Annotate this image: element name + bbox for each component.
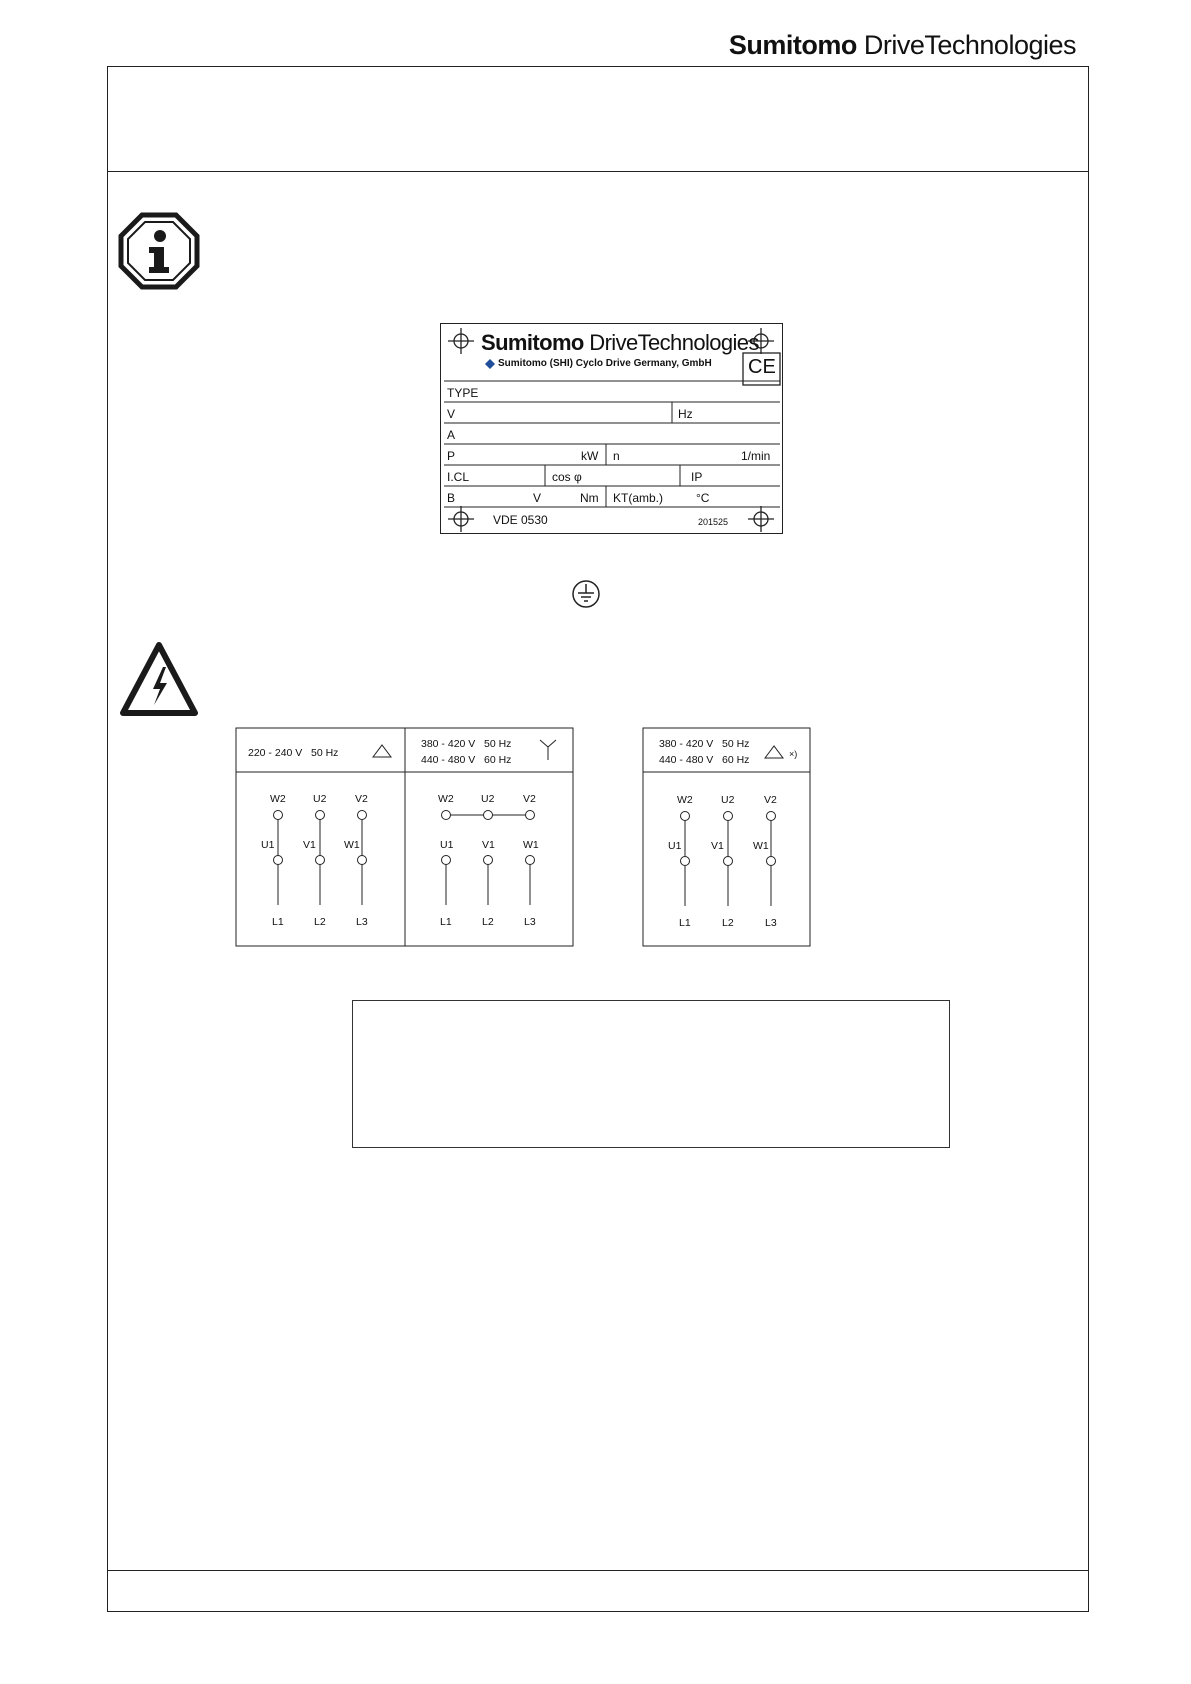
terminal-label: W1 <box>344 839 360 851</box>
terminal-label: W1 <box>753 840 769 852</box>
info-icon <box>118 212 200 290</box>
line-label: L2 <box>482 916 494 928</box>
star-freq-1: 50 Hz <box>484 738 512 750</box>
terminal-label: V1 <box>711 840 724 852</box>
terminal-label: U2 <box>481 793 495 805</box>
line-label: L2 <box>722 917 734 929</box>
terminal-label: V2 <box>764 794 777 806</box>
terminal-label: U1 <box>440 839 454 851</box>
terminal-label: W1 <box>523 839 539 851</box>
star-voltage-1: 380 - 420 V <box>421 738 476 750</box>
nameplate-company: Sumitomo (SHI) Cyclo Drive Germany, GmbH <box>498 358 712 369</box>
motor-nameplate <box>440 323 783 534</box>
line-label: L3 <box>524 916 536 928</box>
np-cosphi-label: cos φ <box>552 470 582 484</box>
electrical-hazard-icon <box>119 641 199 717</box>
terminal-label: W2 <box>677 794 693 806</box>
delta-high-voltage-1: 380 - 420 V <box>659 738 714 750</box>
terminal-label: V2 <box>355 793 368 805</box>
header-brand-logo: Sumitomo DriveTechnologies <box>728 30 1076 60</box>
star-voltage-2: 440 - 480 V <box>421 754 476 766</box>
terminal-label: V1 <box>303 839 316 851</box>
np-kw-label: kW <box>581 449 599 463</box>
star-freq-2: 60 Hz <box>484 754 512 766</box>
wiring-diagrams <box>235 727 815 949</box>
delta-low-voltage: 220 - 240 V <box>248 747 303 759</box>
np-ip-label: IP <box>691 470 703 484</box>
line-label: L3 <box>765 917 777 929</box>
terminal-label: U2 <box>313 793 327 805</box>
np-degc-label: °C <box>696 491 710 505</box>
np-insulation-label: I.CL <box>447 470 470 484</box>
note-box <box>352 1000 950 1148</box>
terminal-label: V2 <box>523 793 536 805</box>
terminal-label: W2 <box>270 793 286 805</box>
np-brake-label: B <box>447 491 456 505</box>
delta-low-freq: 50 Hz <box>311 747 339 759</box>
ground-icon <box>571 579 601 609</box>
np-kt-label: KT(amb.) <box>613 491 664 505</box>
delta-high-note: ×) <box>789 749 798 759</box>
footer-divider <box>107 1570 1089 1571</box>
header-divider <box>107 171 1089 172</box>
line-label: L2 <box>314 916 326 928</box>
np-rpm-label: 1/min <box>741 449 771 463</box>
np-nm-label: Nm <box>580 491 599 505</box>
terminal-label: U1 <box>668 840 682 852</box>
line-label: L3 <box>356 916 368 928</box>
np-hz-label: Hz <box>678 407 693 421</box>
np-voltage-label: V <box>447 407 456 421</box>
np-speed-label: n <box>613 449 620 463</box>
terminal-label: U2 <box>721 794 735 806</box>
np-standard: VDE 0530 <box>493 513 548 527</box>
terminal-label: V1 <box>482 839 495 851</box>
ce-mark: CE <box>748 356 776 378</box>
line-label: L1 <box>679 917 691 929</box>
np-code: 201525 <box>698 517 729 527</box>
delta-high-freq-2: 60 Hz <box>722 754 750 766</box>
delta-high-freq-1: 50 Hz <box>722 738 750 750</box>
np-type-label: TYPE <box>447 386 479 400</box>
line-label: L1 <box>440 916 452 928</box>
delta-high-voltage-2: 440 - 480 V <box>659 754 714 766</box>
np-brake-v-label: V <box>533 491 542 505</box>
terminal-label: W2 <box>438 793 454 805</box>
terminal-label: U1 <box>261 839 275 851</box>
np-current-label: A <box>447 428 456 442</box>
line-label: L1 <box>272 916 284 928</box>
np-power-label: P <box>447 449 456 463</box>
nameplate-brand: Sumitomo DriveTechnologies <box>481 330 759 355</box>
